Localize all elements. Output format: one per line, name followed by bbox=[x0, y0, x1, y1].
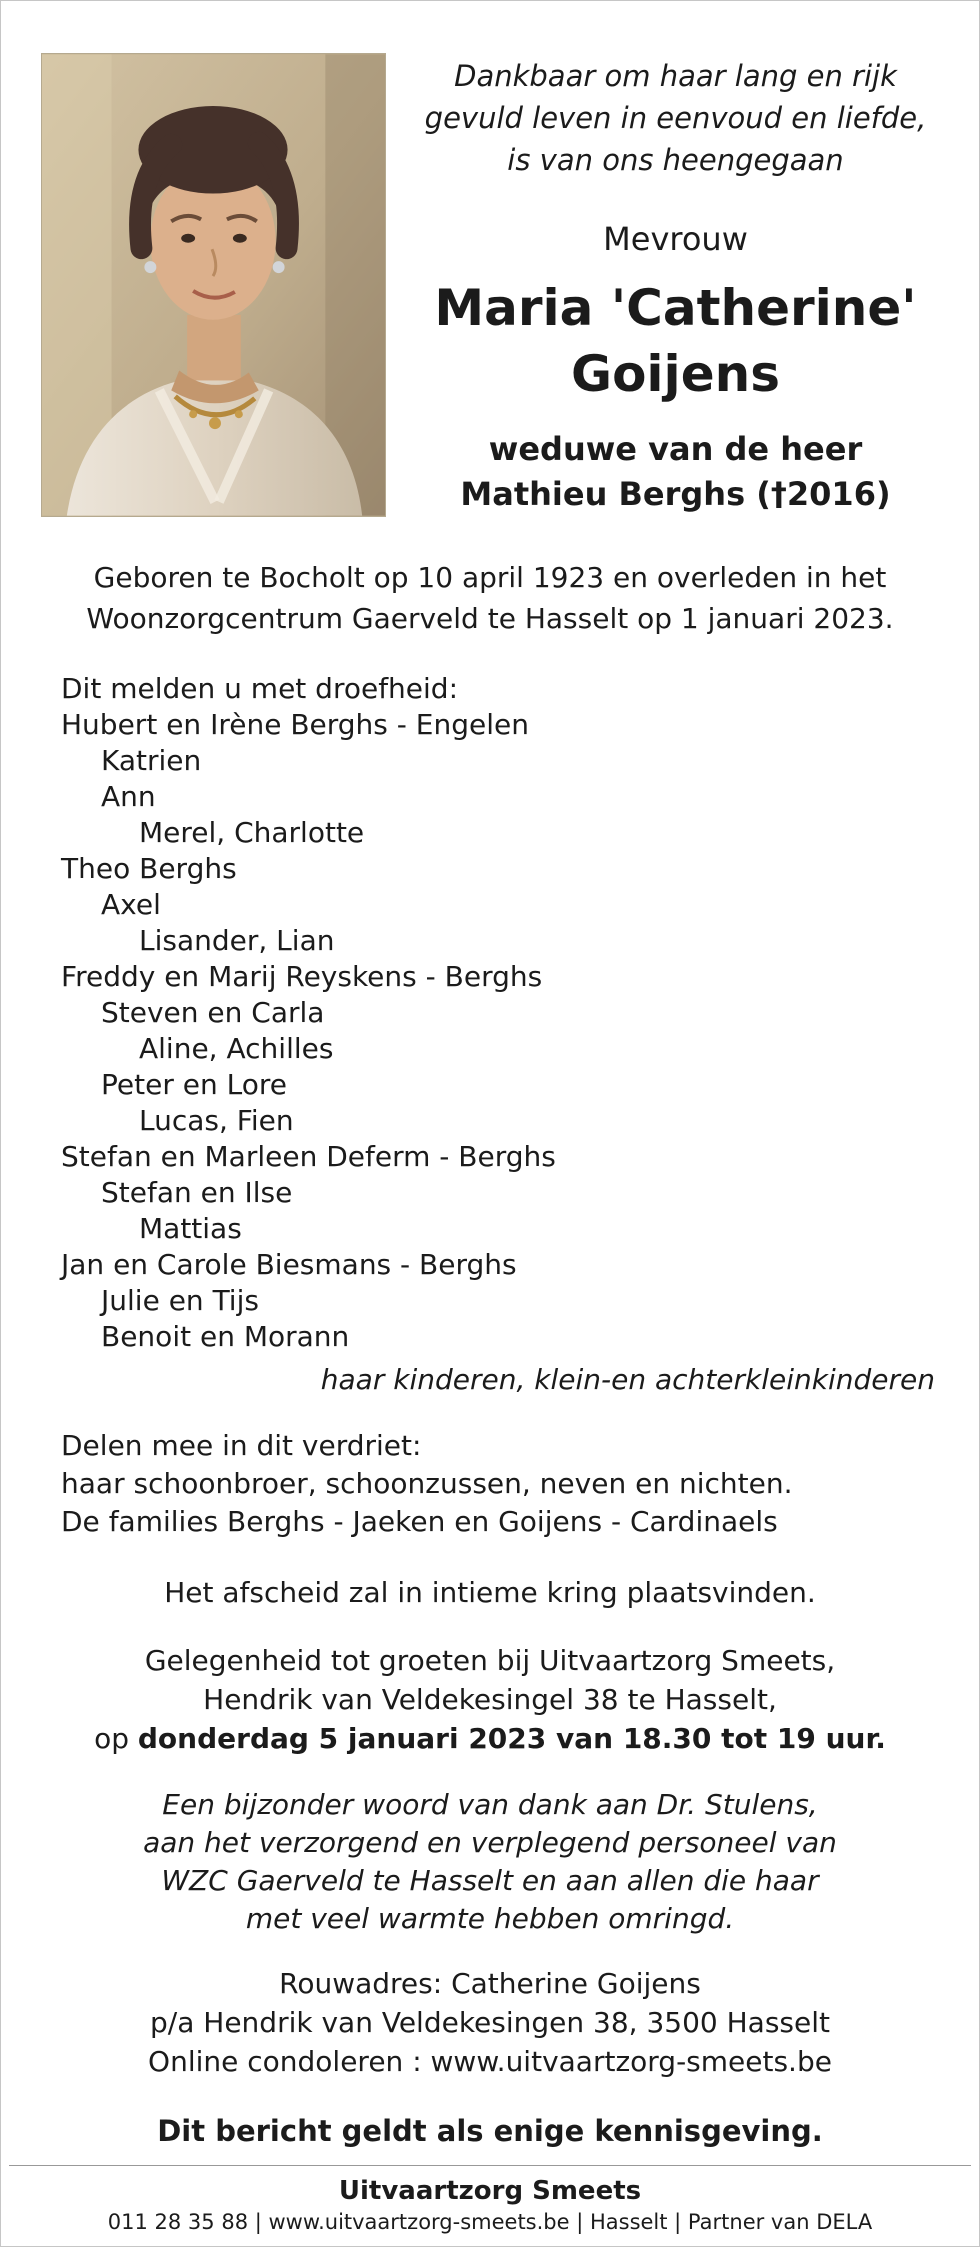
mourning-address-line: Rouwadres: Catherine Goijens bbox=[279, 1967, 701, 2000]
mourning-address bbox=[41, 1964, 939, 2081]
memorial-verse-line: is van ons heengegaan bbox=[507, 143, 844, 177]
visitation-line: Hendrik van Veldekesingel 38 te Hasselt, bbox=[203, 1683, 777, 1716]
header-text bbox=[412, 53, 939, 517]
widow-of bbox=[412, 427, 939, 517]
funeral-home-name: Uitvaartzorg Smeets bbox=[338, 2176, 642, 2206]
farewell-notice: Het afscheid zal in intieme kring plaatsvinden. bbox=[164, 1576, 816, 1609]
funeral-home-contact: 011 28 35 88 | www.uitvaartzorg-smeets.be | Hasselt | Partner van DELA bbox=[107, 2210, 873, 2234]
family-member-row: Peter en Lore bbox=[101, 1068, 287, 1101]
family-member-row: Hubert en Irène Berghs - Engelen bbox=[61, 708, 529, 741]
family-member-row: Mattias bbox=[139, 1212, 242, 1245]
family-member-row: Ann bbox=[101, 780, 156, 813]
family-member-row: Lucas, Fien bbox=[139, 1104, 294, 1137]
family-member-row: Katrien bbox=[101, 744, 202, 777]
thanks-line: Een bijzonder woord van dank aan Dr. Stulens, bbox=[162, 1788, 818, 1821]
word-of-thanks bbox=[41, 1786, 939, 1938]
family-member-row: Lisander, Lian bbox=[139, 924, 335, 957]
memorial-verse-line: Dankbaar om haar lang en rijk bbox=[454, 59, 897, 93]
deceased-name bbox=[412, 275, 939, 407]
memorial-verse-line: gevuld leven in eenvoud en liefde, bbox=[424, 101, 927, 135]
memorial-verse bbox=[412, 55, 939, 181]
family-member-row: Merel, Charlotte bbox=[139, 816, 365, 849]
family-announcement-heading: Dit melden u met droefheid: bbox=[61, 672, 459, 705]
thanks-line: aan het verzorgend en verplegend personeel van bbox=[143, 1826, 837, 1859]
condolence-url-line: Online condoleren : www.uitvaartzorg-smeets.be bbox=[148, 2045, 832, 2078]
birth-death-line: Woonzorgcentrum Gaerveld te Hasselt op 1 januari 2023. bbox=[86, 602, 894, 635]
deceased-name-line: Maria 'Catherine' bbox=[434, 279, 917, 337]
mourning-address-line: p/a Hendrik van Veldekesingen 38, 3500 Hasselt bbox=[150, 2006, 830, 2039]
visitation-date-line bbox=[41, 1719, 939, 1758]
salutation: Mevrouw bbox=[603, 220, 748, 258]
thanks-line: met veel warmte hebben omringd. bbox=[245, 1902, 735, 1935]
family-member-row: Julie en Tijs bbox=[101, 1284, 259, 1317]
thanks-line: WZC Gaerveld te Hasselt en aan allen die haar bbox=[161, 1864, 819, 1897]
visitation-info bbox=[41, 1641, 939, 1758]
family-member-row: Axel bbox=[101, 888, 161, 921]
birth-death-line: Geboren te Bocholt op 10 april 1923 en overleden in het bbox=[93, 561, 887, 594]
sole-notification-notice: Dit bericht geldt als enige kennisgeving. bbox=[157, 2114, 823, 2148]
right-earring bbox=[273, 261, 285, 273]
right-eye bbox=[233, 234, 247, 243]
family-member-row: Steven en Carla bbox=[101, 996, 325, 1029]
grief-share bbox=[41, 1427, 939, 1541]
family-closing-line: haar kinderen, klein-en achterkleinkinderen bbox=[320, 1363, 935, 1396]
grief-share-line: haar schoonbroer, schoonzussen, neven en nichten. bbox=[61, 1467, 793, 1500]
widow-of-line: weduwe van de heer bbox=[488, 430, 863, 468]
family-member-row: Stefan en Ilse bbox=[101, 1176, 293, 1209]
family-member-row: Jan en Carole Biesmans - Berghs bbox=[61, 1248, 517, 1281]
family-member-row: Theo Berghs bbox=[61, 852, 237, 885]
family-announcement bbox=[41, 671, 939, 1401]
grief-share-line: De families Berghs - Jaeken en Goijens - Cardinaels bbox=[61, 1505, 778, 1538]
family-member-row: Stefan en Marleen Deferm - Berghs bbox=[61, 1140, 556, 1173]
birth-death-statement bbox=[41, 557, 939, 639]
footer-divider bbox=[9, 2165, 971, 2166]
grief-share-line: Delen mee in dit verdriet: bbox=[61, 1429, 422, 1462]
family-member-row: Benoit en Morann bbox=[101, 1320, 350, 1353]
obituary-content bbox=[1, 1, 979, 2151]
visitation-date: donderdag 5 januari 2023 van 18.30 tot 19 uur. bbox=[137, 1722, 886, 1755]
family-member-row: Freddy en Marij Reyskens - Berghs bbox=[61, 960, 543, 993]
family-member-row: Aline, Achilles bbox=[139, 1032, 334, 1065]
footer bbox=[1, 2165, 979, 2246]
deceased-name-line: Goijens bbox=[571, 345, 780, 403]
neck bbox=[187, 315, 241, 381]
left-eye bbox=[181, 234, 195, 243]
widow-of-line: Mathieu Berghs (†2016) bbox=[460, 475, 891, 513]
header bbox=[41, 53, 939, 517]
portrait-illustration bbox=[42, 54, 385, 516]
left-earring bbox=[144, 261, 156, 273]
visitation-line: Gelegenheid tot groeten bij Uitvaartzorg Smeets, bbox=[144, 1644, 836, 1677]
portrait-photo bbox=[41, 53, 386, 517]
visitation-date-prefix: op bbox=[94, 1722, 138, 1755]
